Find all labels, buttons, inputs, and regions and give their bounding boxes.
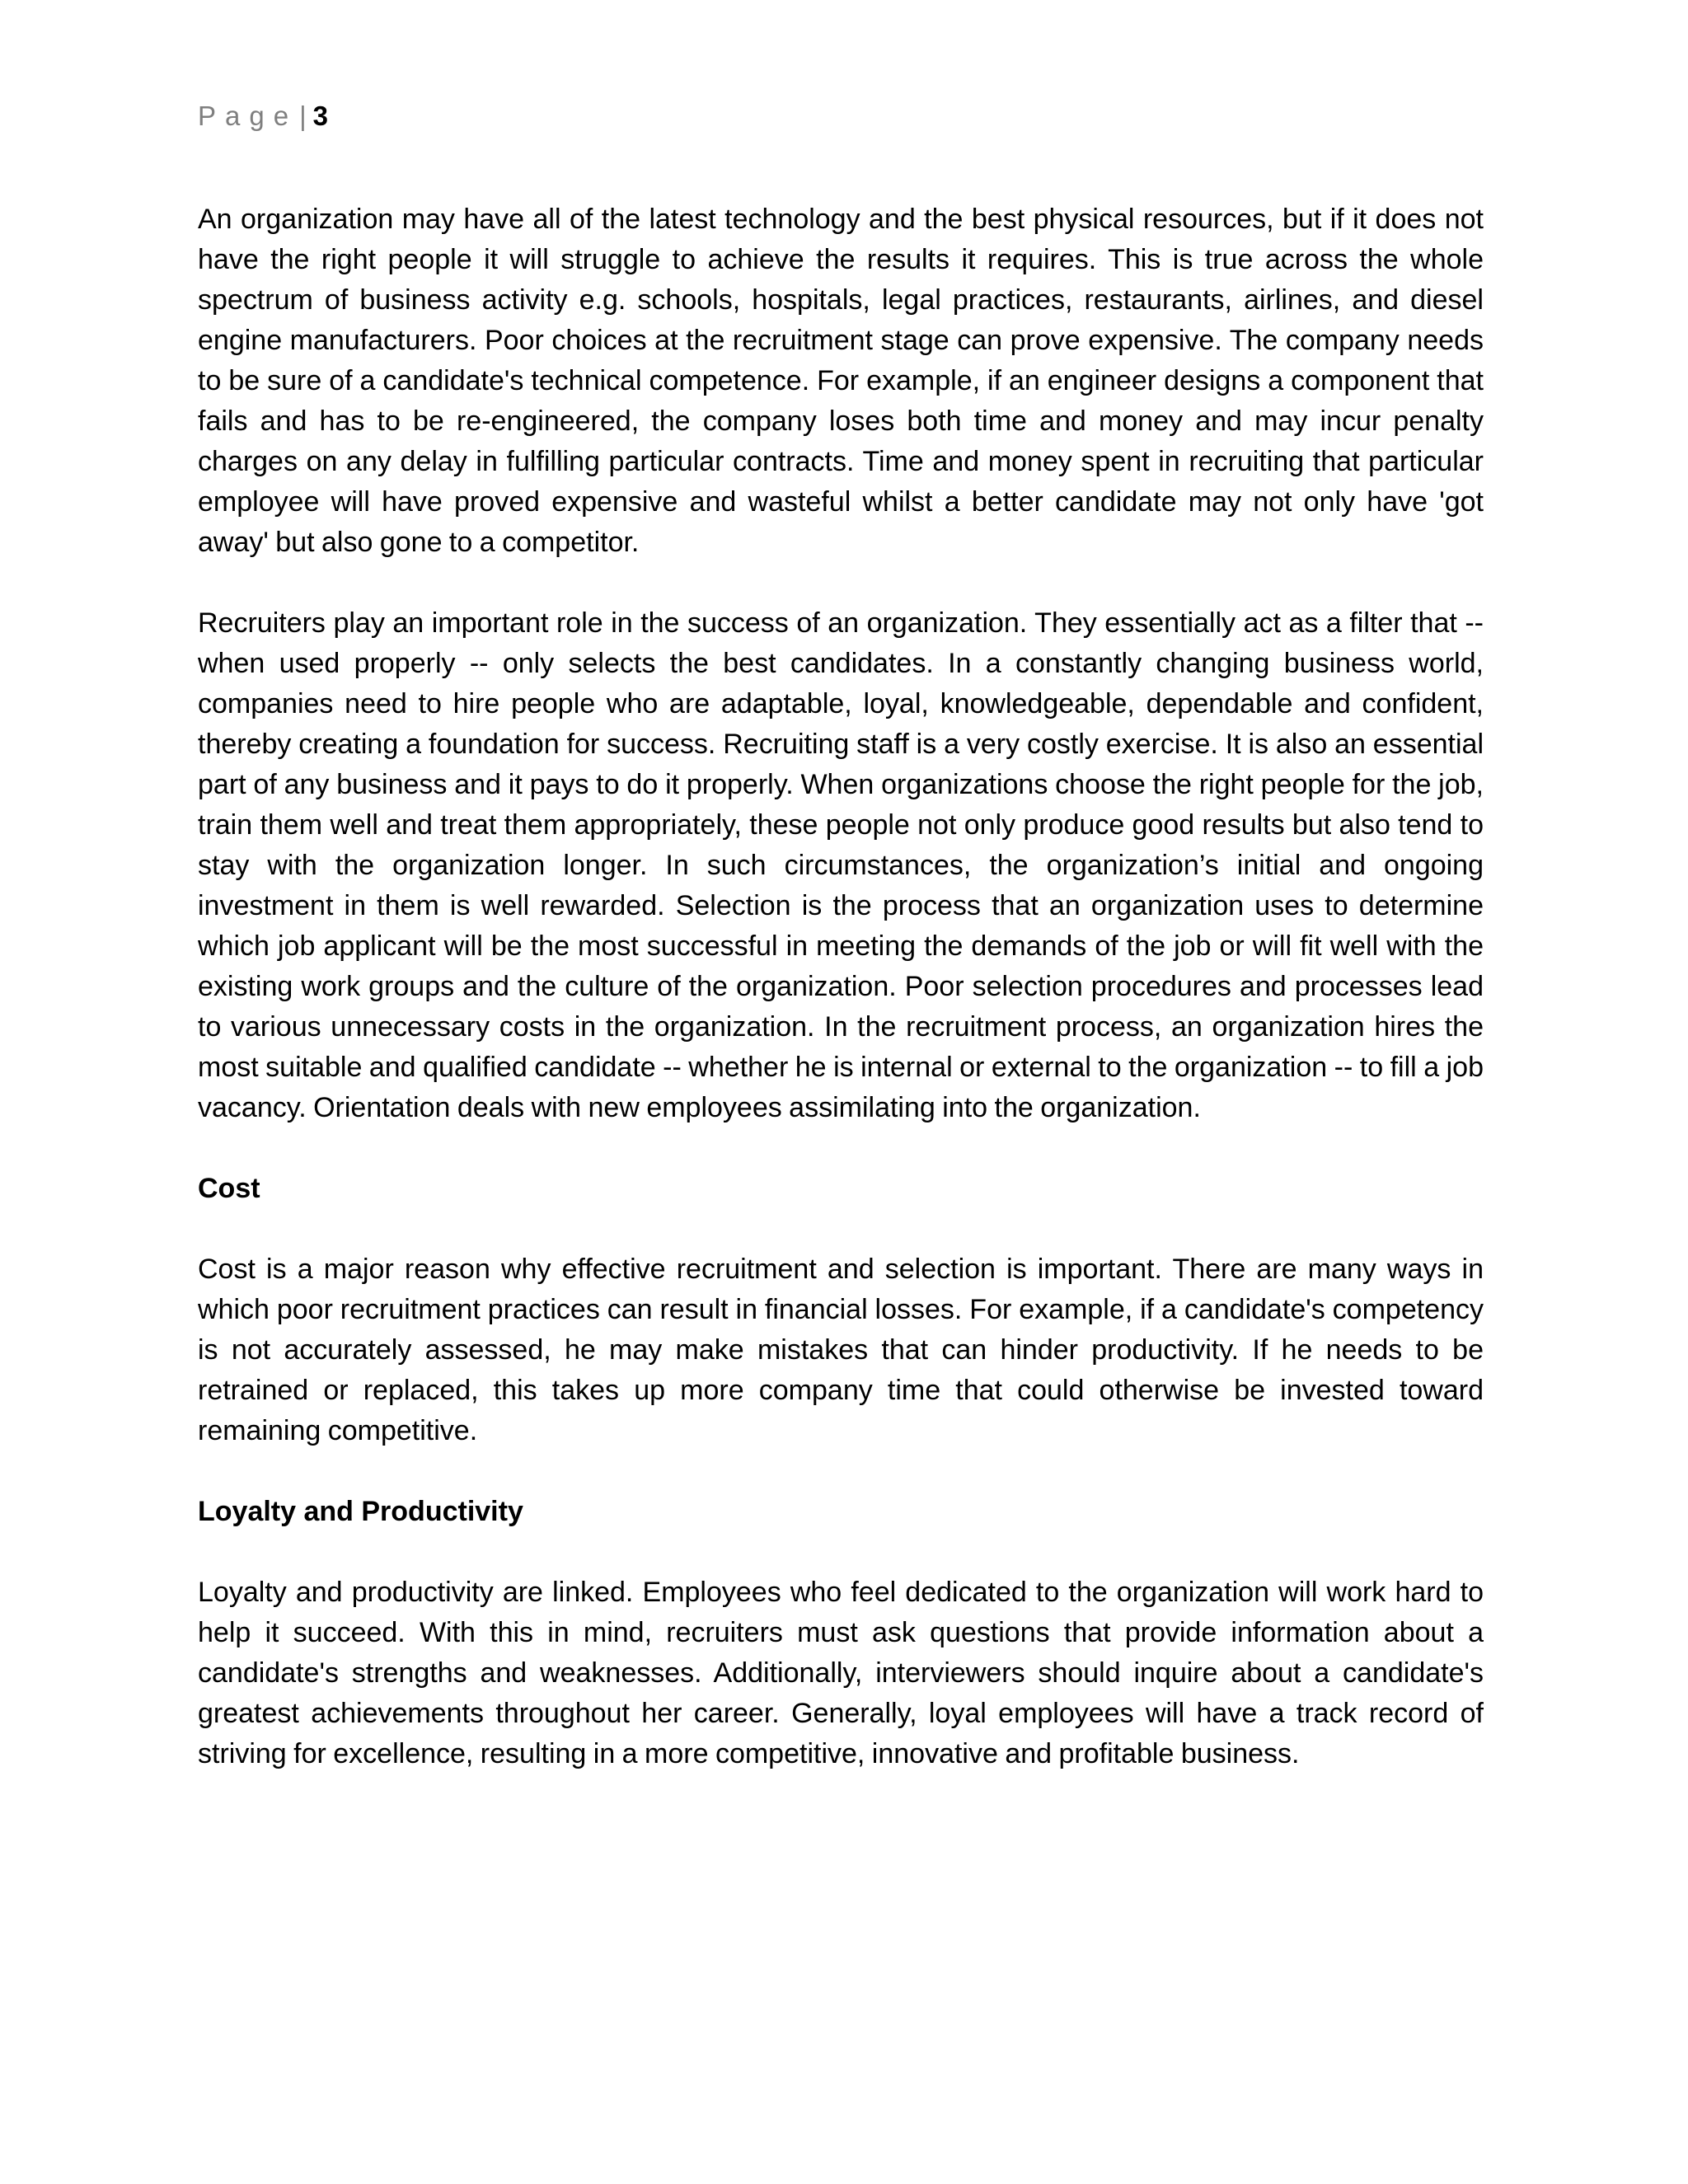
page-number: 3 [312,101,329,131]
paragraph-cost: Cost is a major reason why effective recruitment and selection is important. There are many ways in which poor recruitment practices can result in financial losses. For example, if a candidate's competency is not accurately assessed, he may make mistakes that can hinder productivity. If he needs to be retrained or replaced, this takes up more company time that could otherwise be invested toward remaining competitive. [198,1254,1484,1446]
paragraph-recruiters: Recruiters play an important role in the success of an organization. They essentially act as a filter that -- when used properly -- only selects the best candidates. In a constantly changing business world, companies need to hire people who are adaptable, loyal, knowledgeable, dependable and confident, thereby creating a foundation for success. Recruiting staff is a very costly exercise. It is also an essential part of any business and it pays to do it properly. When organizations choose the right people for the job, train them well and treat them appropriately, these people not only produce good results but also tend to stay with the organization longer. In such circumstances, the organization’s initial and ongoing investment in them is well rewarded. Selection is the process that an organization uses to determine which job applicant will be the most successful in meeting the demands of the job or will fit well with the existing work groups and the culture of the organization. Poor selection procedures and processes lead to various unnecessary costs in the organization. In the recruitment process, an organization hires the most suitable and qualified candidate -- whether he is internal or external to the organization -- to fill a job vacancy. Orientation deals with new employees assimilating into the organization. [198,607,1484,1123]
paragraph-loyalty-productivity: Loyalty and productivity are linked. Employees who feel dedicated to the organization will work hard to help it succeed. With this in mind, recruiters must ask questions that provide information about a candidate's strengths and weaknesses. Additionally, interviewers should inquire about a candidate's greatest achievements throughout her career. Generally, loyal employees will have a track record of striving for excellence, resulting in a more competitive, innovative and profitable business. [198,1577,1484,1769]
page-header [198,101,328,132]
document-body [198,199,1484,1815]
page-separator: | [299,101,307,131]
paragraph-intro: An organization may have all of the latest technology and the best physical resources, but if it does not have the right people it will struggle to achieve the results it requires. This is true across the whole spectrum of business activity e.g. schools, hospitals, legal practices, restaurants, airlines, and diesel engine manufacturers. Poor choices at the recruitment stage can prove expensive. The company needs to be sure of a candidate's technical competence. For example, if an engineer designs a component that fails and has to be re-engineered, the company loses both time and money and may incur penalty charges on any delay in fulfilling particular contracts. Time and money spent in recruiting that particular employee will have proved expensive and wasteful whilst a better candidate may not only have 'got away' but also gone to a competitor. [198,204,1484,558]
page-label: Page [198,101,298,131]
heading-loyalty-productivity: Loyalty and Productivity [198,1496,523,1527]
heading-cost: Cost [198,1173,260,1204]
